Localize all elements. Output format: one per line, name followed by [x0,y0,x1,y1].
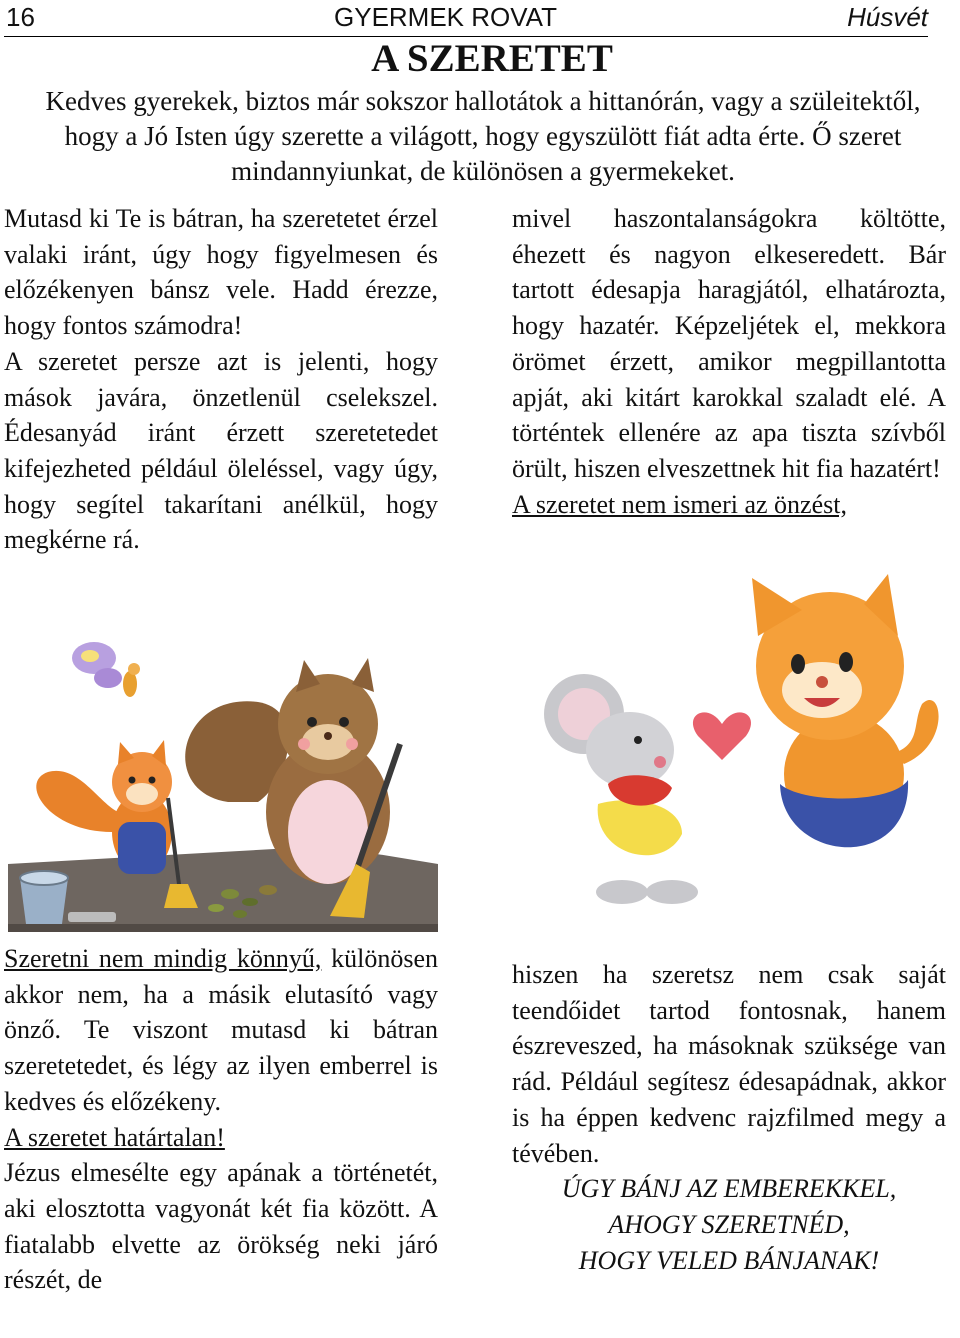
underlined-heading: A szeretet határtalan! [4,1122,225,1152]
mother-squirrel [266,658,390,884]
cat [752,574,908,847]
paragraph-text: különösen akkor nem, ha a másik elutasító vagy önző. Te viszont mutasd ki bátran szeretetedet, és légy az ilyen emberrel is kedves és előzékeny. [4,944,438,1116]
paragraph: A szeretet persze azt is jelenti, hogy mások javára, önzetlenül cselekszel. Édesanyád iránt érzett szeretetedet kifejezheted például öleléssel, vagy úgy, hogy segítel takarítani anélkül, hogy megkérne rá. [4,346,438,555]
intro-paragraph: Kedves gyerekek, biztos már sokszor hallotátok a hittanórán, vagy a szüleitektől, hogy a Jó Isten úgy szerette a világott, hogy egyszülött fiát adta érte. Ő szeret mindannyiunkat, de különösen a gyermekeket. [45,86,921,186]
child-squirrel [36,740,172,874]
squirrels-sweeping-illustration [8,632,438,932]
article-title: A SZERETET [371,37,613,80]
paragraph: Jézus elmesélte egy apának a történetét, aki elosztotta vagyonát két fia között. A fiatalabb elvette az örökség neki járó részét, de [4,1158,438,1295]
page-header [4,0,928,37]
heart-icon [693,712,751,760]
closing-line-3: HOGY VELED BÁNJANAK! [578,1245,880,1275]
column-right-top [512,201,946,522]
rubric-title: GYERMEK ROVAT [334,2,557,32]
mouse-and-cat-illustration [512,574,956,914]
paragraph [4,941,438,1120]
butterfly [72,642,140,697]
underlined-heading: Szeretni nem mindig könnyű, [4,944,322,973]
paragraph: Mutasd ki Te is bátran, ha szeretetet érzel valaki iránt, úgy hogy figyelmesen és előzékenyen bánsz vele. Hadd érezze, hogy fontos számodra! [4,204,438,341]
column-left-top [4,201,438,558]
underlined-heading: A szeretet nem ismeri az önzést, [512,489,847,519]
column-left-bottom [4,941,438,1298]
paragraph: mivel haszontalanságokra költötte, éhezett és nagyon elkeseredett. Bár tartott édesapja haragjától, elhatározta, hogy hazatér. Képzeljétek el, mekkora örömet érzett, amikor megpillantotta apját, aki kitárt karokkal szaladt elé. A történtek ellenére az apa tiszta szívből örült, hiszen elveszettnek hit fia hazatért! [512,204,946,483]
page-number: 16 [6,2,35,32]
section-title: Húsvét [847,2,928,32]
paragraph: hiszen ha szeretsz nem csak saját teendőidet tartod fontosnak, hanem észreveszed, ha másoknak szüksége van rád. Például segítesz édesapádnak, akkor is ha éppen kedvenc rajzfilmed megy a tévében. [512,960,946,1168]
closing-line-1: ÚGY BÁNJ AZ EMBEREKKEL, [561,1174,897,1204]
column-right-bottom [512,957,946,1278]
closing-line-2: AHOGY SZERETNÉD, [608,1209,850,1239]
mouse [544,674,698,904]
